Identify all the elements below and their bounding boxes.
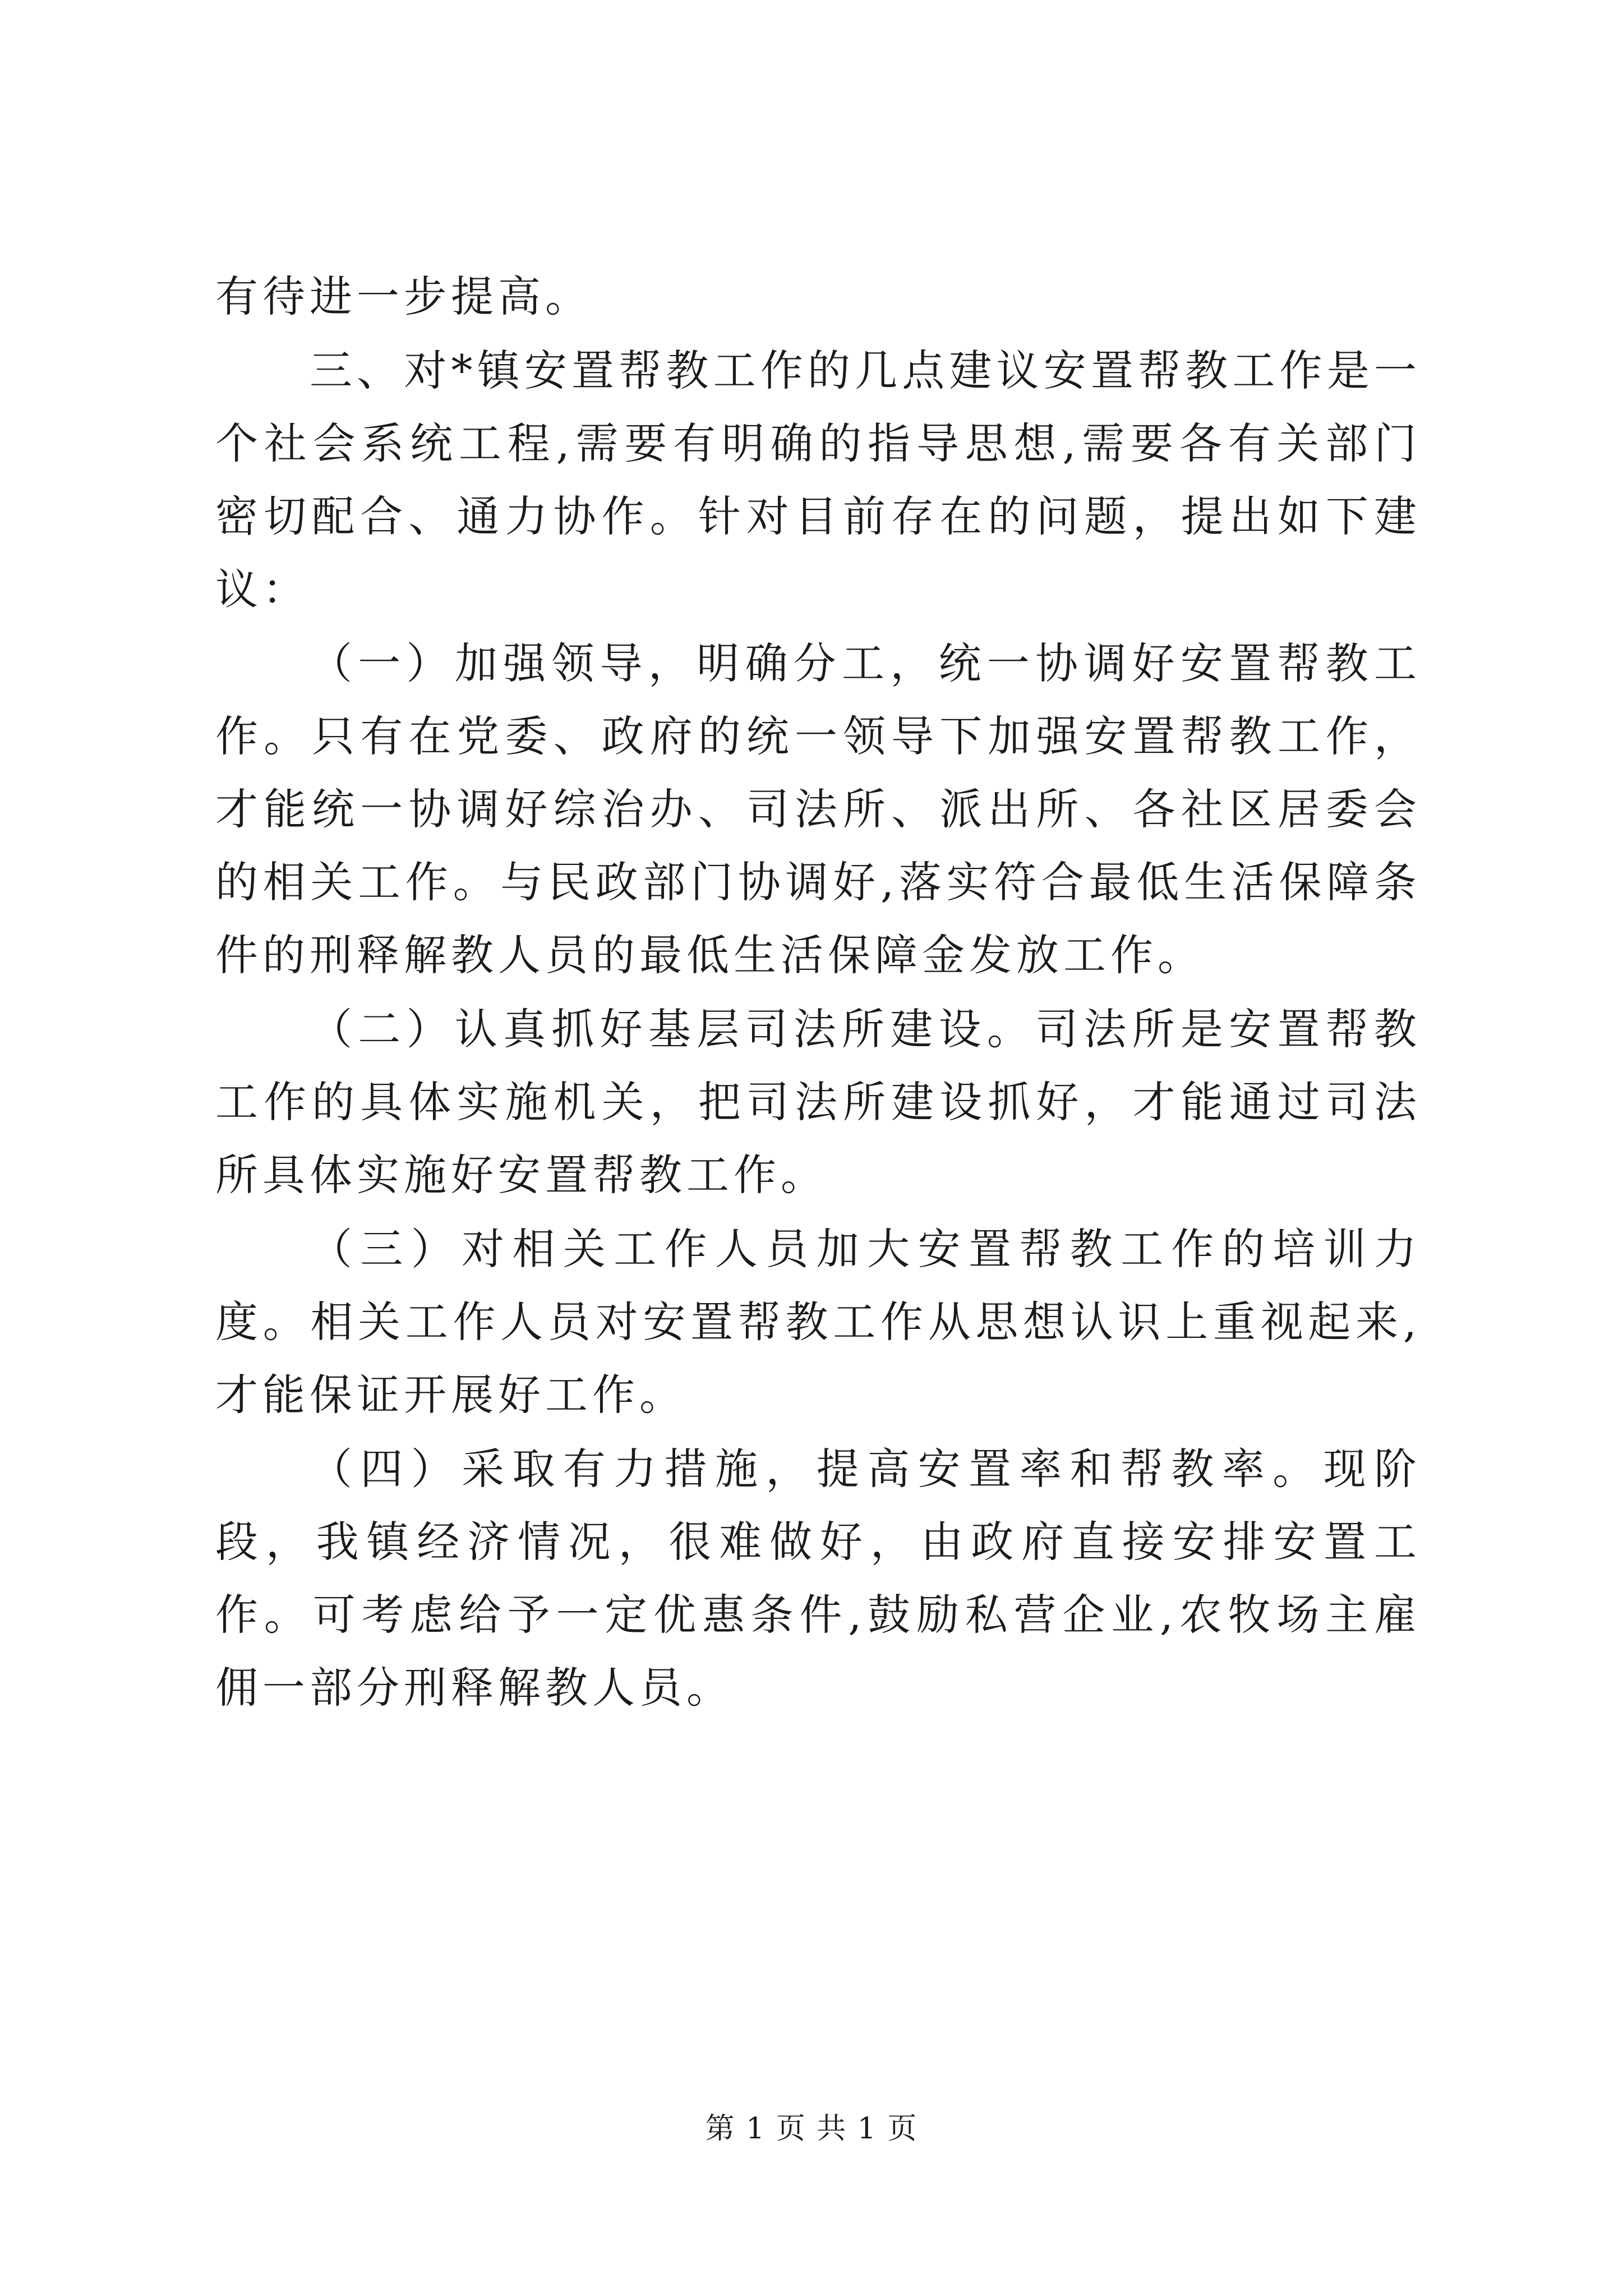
paragraph-item-three: （三）对相关工作人员加大安置帮教工作的培训力度。相关工作人员对安置帮教工作从思想认识上重视起来,才能保证开展好工作。 xyxy=(215,1224,1421,1420)
document-body xyxy=(215,260,1421,1726)
paragraph-item-four: （四）采取有力措施，提高安置率和帮教率。现阶段，我镇经济情况，很难做好，由政府直接安排安置工作。可考虑给予一定优惠条件,鼓励私营企业,农牧场主雇佣一部分刑释解教人员。 xyxy=(215,1444,1421,1713)
paragraph-item-two: （二）认真抓好基层司法所建设。司法所是安置帮教工作的具体实施机关，把司法所建设抓好，才能通过司法所具体实施好安置帮教工作。 xyxy=(215,1004,1421,1200)
paragraph-item-one: （一）加强领导，明确分工，统一协调好安置帮教工作。只有在党委、政府的统一领导下加强安置帮教工作，才能统一协调好综治办、司法所、派出所、各社区居委会的相关工作。与民政部门协调好,落实符合最低生活保障条件的刑释解教人员的最低生活保障金发放工作。 xyxy=(215,638,1421,980)
paragraph-continuation: 有待进一步提高。 xyxy=(215,272,592,321)
page-footer: 第 1 页 共 1 页 xyxy=(705,2112,918,2146)
paragraph-section-three: 三、对*镇安置帮教工作的几点建议安置帮教工作是一个社会系统工程,需要有明确的指导思想,需要各有关部门密切配合、通力协作。针对目前存在的问题，提出如下建议： xyxy=(215,346,1421,614)
